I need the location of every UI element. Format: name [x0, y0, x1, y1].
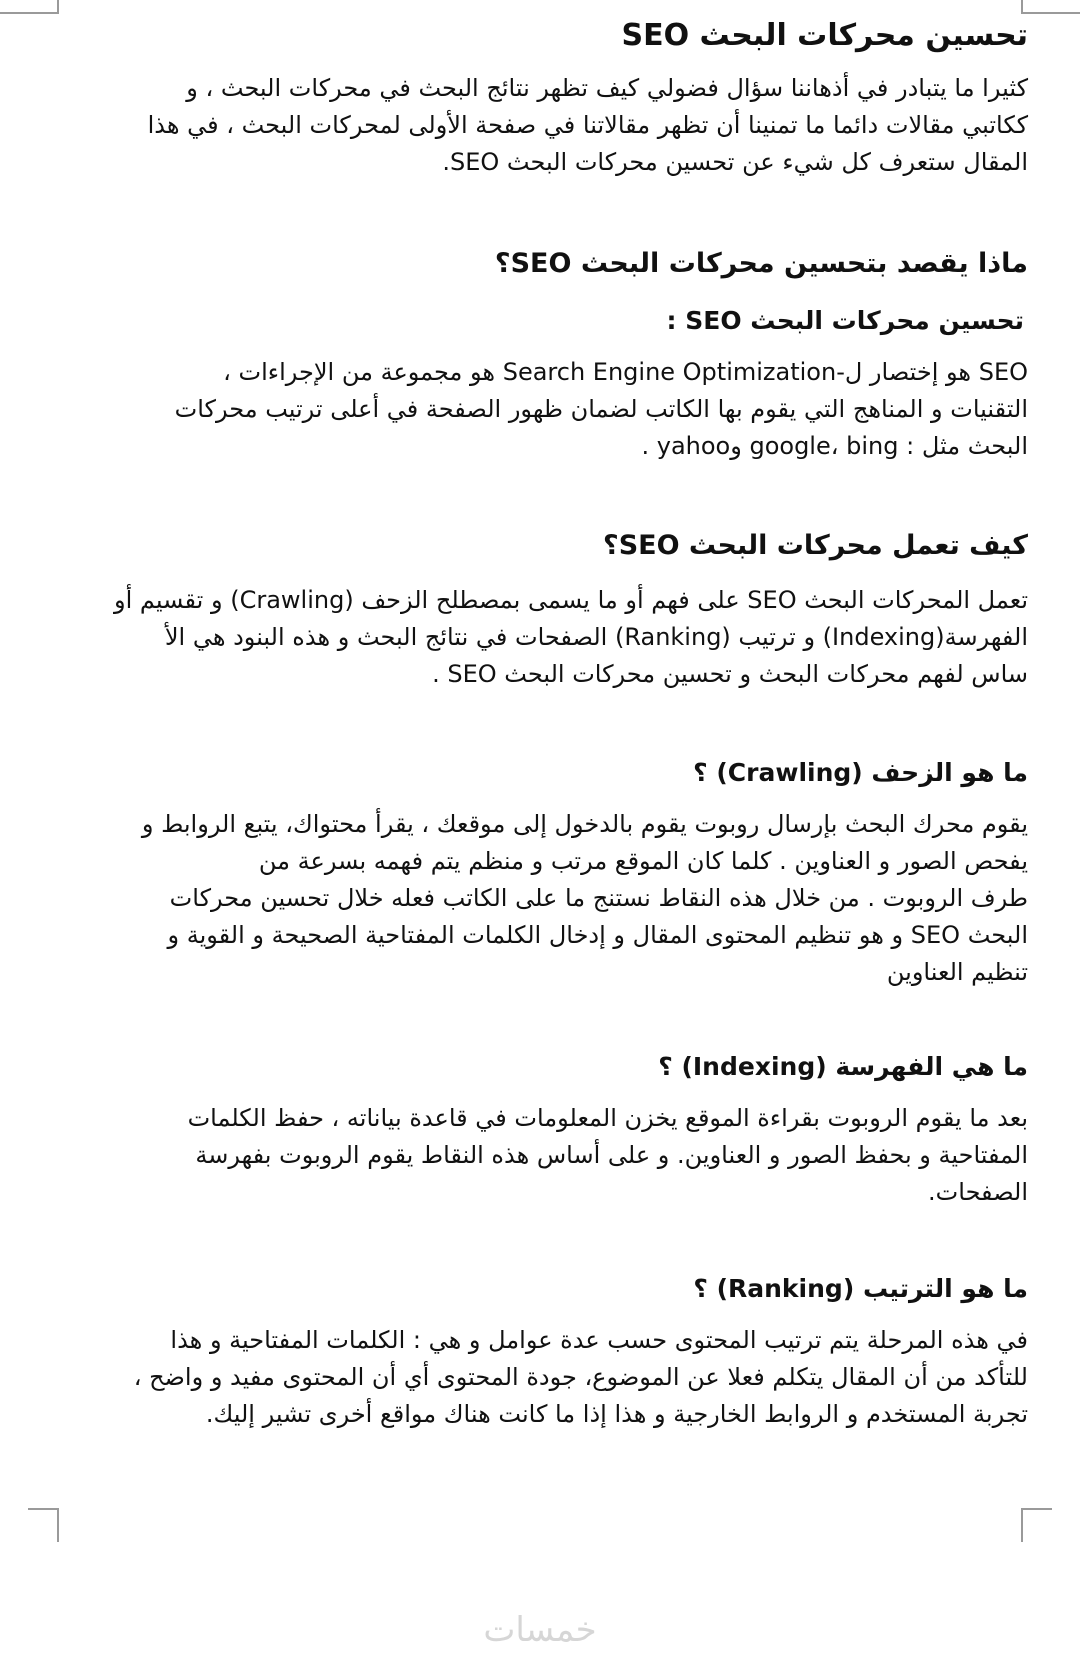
- article-title: تحسين محركات البحث SEO: [621, 18, 1028, 53]
- text-line: الصفحات.: [928, 1178, 1028, 1206]
- text-line: تجربة المستخدم و الروابط الخارجية و هذا إذا ما كانت هناك مواقع أخرى تشير إليك.: [205, 1400, 1028, 1428]
- text-line: تعمل المحركات البحث SEO على فهم أو ما يسمى بمصطلح الزحف (Crawling) و تقسيم أو: [114, 586, 1028, 614]
- crop-mark-bottom-right: [1021, 1508, 1023, 1542]
- text-line: البحث مثل : google، bing وyahoo .: [641, 432, 1028, 460]
- paragraph-indexing: [60, 1100, 1028, 1211]
- paragraph-ranking: [60, 1322, 1028, 1433]
- crop-mark-top-left: [57, 0, 59, 14]
- paragraph-how-it-works: [60, 582, 1028, 693]
- text-line: المفتاحية و بحفظ الصور و العناوين. و على أساس هذه النقاط يقوم الروبوت بفهرسة: [195, 1141, 1028, 1169]
- text-line: للتأكد من أن المقال يتكلم فعلا عن الموضوع، جودة المحتوى أي أن المحتوى مفيد و واضح ،: [133, 1363, 1028, 1391]
- paragraph-what-is-seo: [60, 354, 1028, 465]
- text-line: SEO هو إختصار ل-Search Engine Optimization هو مجموعة من الإجراءات ،: [223, 358, 1028, 386]
- text-line: بعد ما يقوم الروبوت بقراءة الموقع يخزن المعلومات في قاعدة بياناته ، حفظ الكلمات: [187, 1104, 1028, 1132]
- section-heading-ranking: ما هو الترتيب (Ranking) ؟: [693, 1274, 1028, 1303]
- text-line: الفهرسة(Indexing) و ترتيب (Ranking) الصفحات في نتائج البحث و هذه البنود هي الأ: [164, 623, 1028, 651]
- section-heading-indexing: ما هي الفهرسة (Indexing) ؟: [658, 1052, 1028, 1081]
- text-line: كثيرا ما يتبادر في أذهاننا سؤال فضولي كيف تظهر نتائج البحث في محركات البحث ، و: [186, 74, 1028, 102]
- section-heading-how-it-works: كيف تعمل محركات البحث SEO؟: [603, 530, 1028, 561]
- section-heading-what-is-seo: ماذا يقصد بتحسين محركات البحث SEO؟: [494, 248, 1028, 279]
- crop-mark-bottom-left: [28, 1508, 59, 1510]
- text-line: ساس لفهم محركات البحث و تحسين محركات البحث SEO .: [432, 660, 1028, 688]
- text-line: يقوم محرك البحث بإرسال روبوت يقوم بالدخول إلى موقعك ، يقرأ محتواك، يتبع الروابط و: [141, 810, 1028, 838]
- text-line: يفحص الصور و العناوين . كلما كان الموقع مرتب و منظم يتم فهمه بسرعة من: [258, 847, 1028, 875]
- crop-mark-bottom-left: [57, 1508, 59, 1542]
- text-line: البحث SEO و هو تنظيم المحتوى المقال و إدخال الكلمات المفتاحية الصحيحة و القوية و: [167, 921, 1028, 949]
- crop-mark-bottom-right: [1021, 1508, 1052, 1510]
- text-line: في هذه المرحلة يتم ترتيب المحتوى حسب عدة عوامل و هي : الكلمات المفتاحية و هذا: [170, 1326, 1028, 1354]
- intro-paragraph: [60, 70, 1028, 181]
- crop-mark-top-left: [0, 12, 57, 14]
- text-line: التقنيات و المناهج التي يقوم بها الكاتب لضمان ظهور الصفحة في أعلى ترتيب محركات: [174, 395, 1028, 423]
- section-subheading-seo: تحسين محركات البحث SEO :: [666, 306, 1024, 335]
- text-line: تنظيم العناوين: [886, 958, 1028, 986]
- text-line: ككاتبي مقالات دائما ما تمنينا أن تظهر مقالاتنا في صفحة الأولى لمحركات البحث ، في هذا: [147, 111, 1028, 139]
- text-line: المقال ستعرف كل شيء عن تحسين محركات البحث SEO.: [442, 148, 1028, 176]
- section-heading-crawling: ما هو الزحف (Crawling) ؟: [693, 758, 1028, 787]
- watermark-logo: خمسات: [483, 1610, 597, 1650]
- text-line: طرف الروبوت . من خلال هذه النقاط نستنج ما على الكاتب فعله خلال تحسين محركات: [169, 884, 1028, 912]
- paragraph-crawling: [60, 806, 1028, 991]
- crop-mark-top-right: [1023, 12, 1080, 14]
